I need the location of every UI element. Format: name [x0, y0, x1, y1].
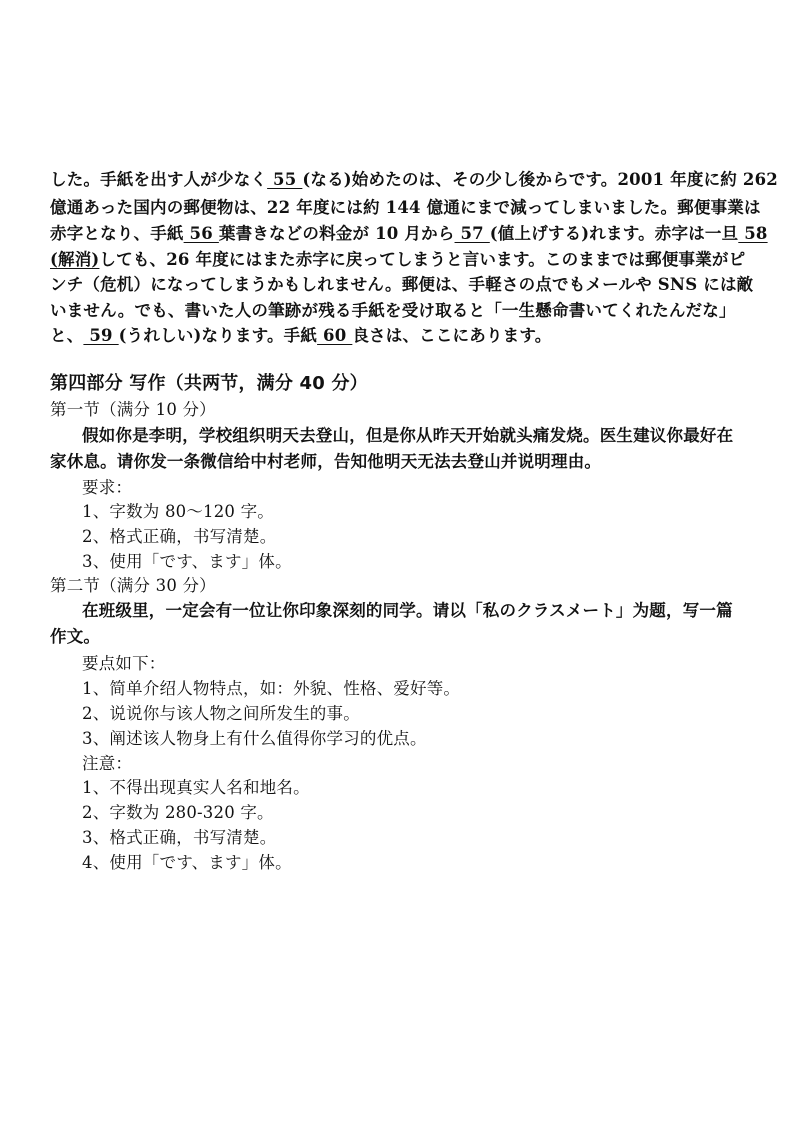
section1-prompt-line-1: 假如你是李明，学校组织明天去登山，但是你从昨天开始就头痛发烧。医生建议你最好在 — [82, 426, 734, 445]
section2-point-3: 3、阐述该人物身上有什么值得你学习的优点。 — [82, 729, 427, 748]
passage-line-4: (解消)しても、26 年度にはまた赤字に戻ってしまうと言います。このままでは郵便事業がピ — [50, 250, 746, 269]
passage-line-6: いません。でも、書いた人の筆跡が残る手紙を受け取ると「一生懸命書いてくれたんだな」 — [50, 301, 736, 320]
blank-56: 56 — [183, 224, 219, 243]
section2-title: 第二节（满分 30 分） — [50, 576, 216, 595]
section2-note-1: 1、不得出现真实人名和地名。 — [82, 778, 310, 797]
section2-note-3: 3、格式正确，书写清楚。 — [82, 828, 277, 847]
section1-req-2: 2、格式正确，书写清楚。 — [82, 527, 277, 546]
passage-line-3: 赤字となり、手紙 56 葉書きなどの料金が 10 月から 57 (値上げする)れます。赤字は一旦 58 — [50, 224, 768, 243]
section2-point-1: 1、简单介绍人物特点，如：外貌、性格、爱好等。 — [82, 679, 461, 698]
passage-line-1: した。手紙を出す人が少なく 55 (なる)始めたのは、その少し後からです。2001 年度に約 262 — [50, 170, 778, 189]
section2-notes-label: 注意： — [82, 754, 133, 773]
section1-req-label: 要求： — [82, 478, 133, 497]
section2-prompt-line-1: 在班级里，一定会有一位让你印象深刻的同学。请以「私のクラスメート」为题，写一篇 — [82, 601, 733, 620]
blank-59: 59 — [83, 326, 119, 345]
blank-60: 60 — [317, 326, 353, 345]
part4-title: 第四部分 写作（共两节，满分 40 分） — [50, 373, 368, 394]
section1-req-1: 1、字数为 80～120 字。 — [82, 502, 274, 521]
blank-58-hint: (解消) — [50, 250, 100, 269]
passage-line-7: と、 59 (うれしい)なります。手紙 60 良さは、ここにあります。 — [50, 326, 552, 345]
section1-prompt-line-2: 家休息。请你发一条微信给中村老师，告知他明天无法去登山并说明理由。 — [50, 452, 602, 471]
blank-57: 57 — [454, 224, 490, 243]
section2-note-2: 2、字数为 280-320 字。 — [82, 803, 274, 822]
section2-note-4: 4、使用「です、ます」体。 — [82, 853, 292, 872]
section2-prompt-line-2: 作文。 — [50, 627, 101, 646]
section1-title: 第一节（满分 10 分） — [50, 400, 216, 419]
section1-req-3: 3、使用「です、ます」体。 — [82, 552, 292, 571]
section2-point-2: 2、说说你与该人物之间所发生的事。 — [82, 704, 360, 723]
blank-55: 55 — [267, 170, 303, 189]
passage-line-2: 億通あった国内の郵便物は、22 年度には約 144 億通にまで減ってしまいました。郵便事業は — [50, 198, 761, 217]
blank-58: 58 — [738, 224, 768, 243]
section2-points-label: 要点如下： — [82, 654, 166, 673]
passage-line-5: ンチ（危机）になってしまうかもしれません。郵便は、手軽さの点でもメールや SNS には敵 — [50, 275, 754, 294]
